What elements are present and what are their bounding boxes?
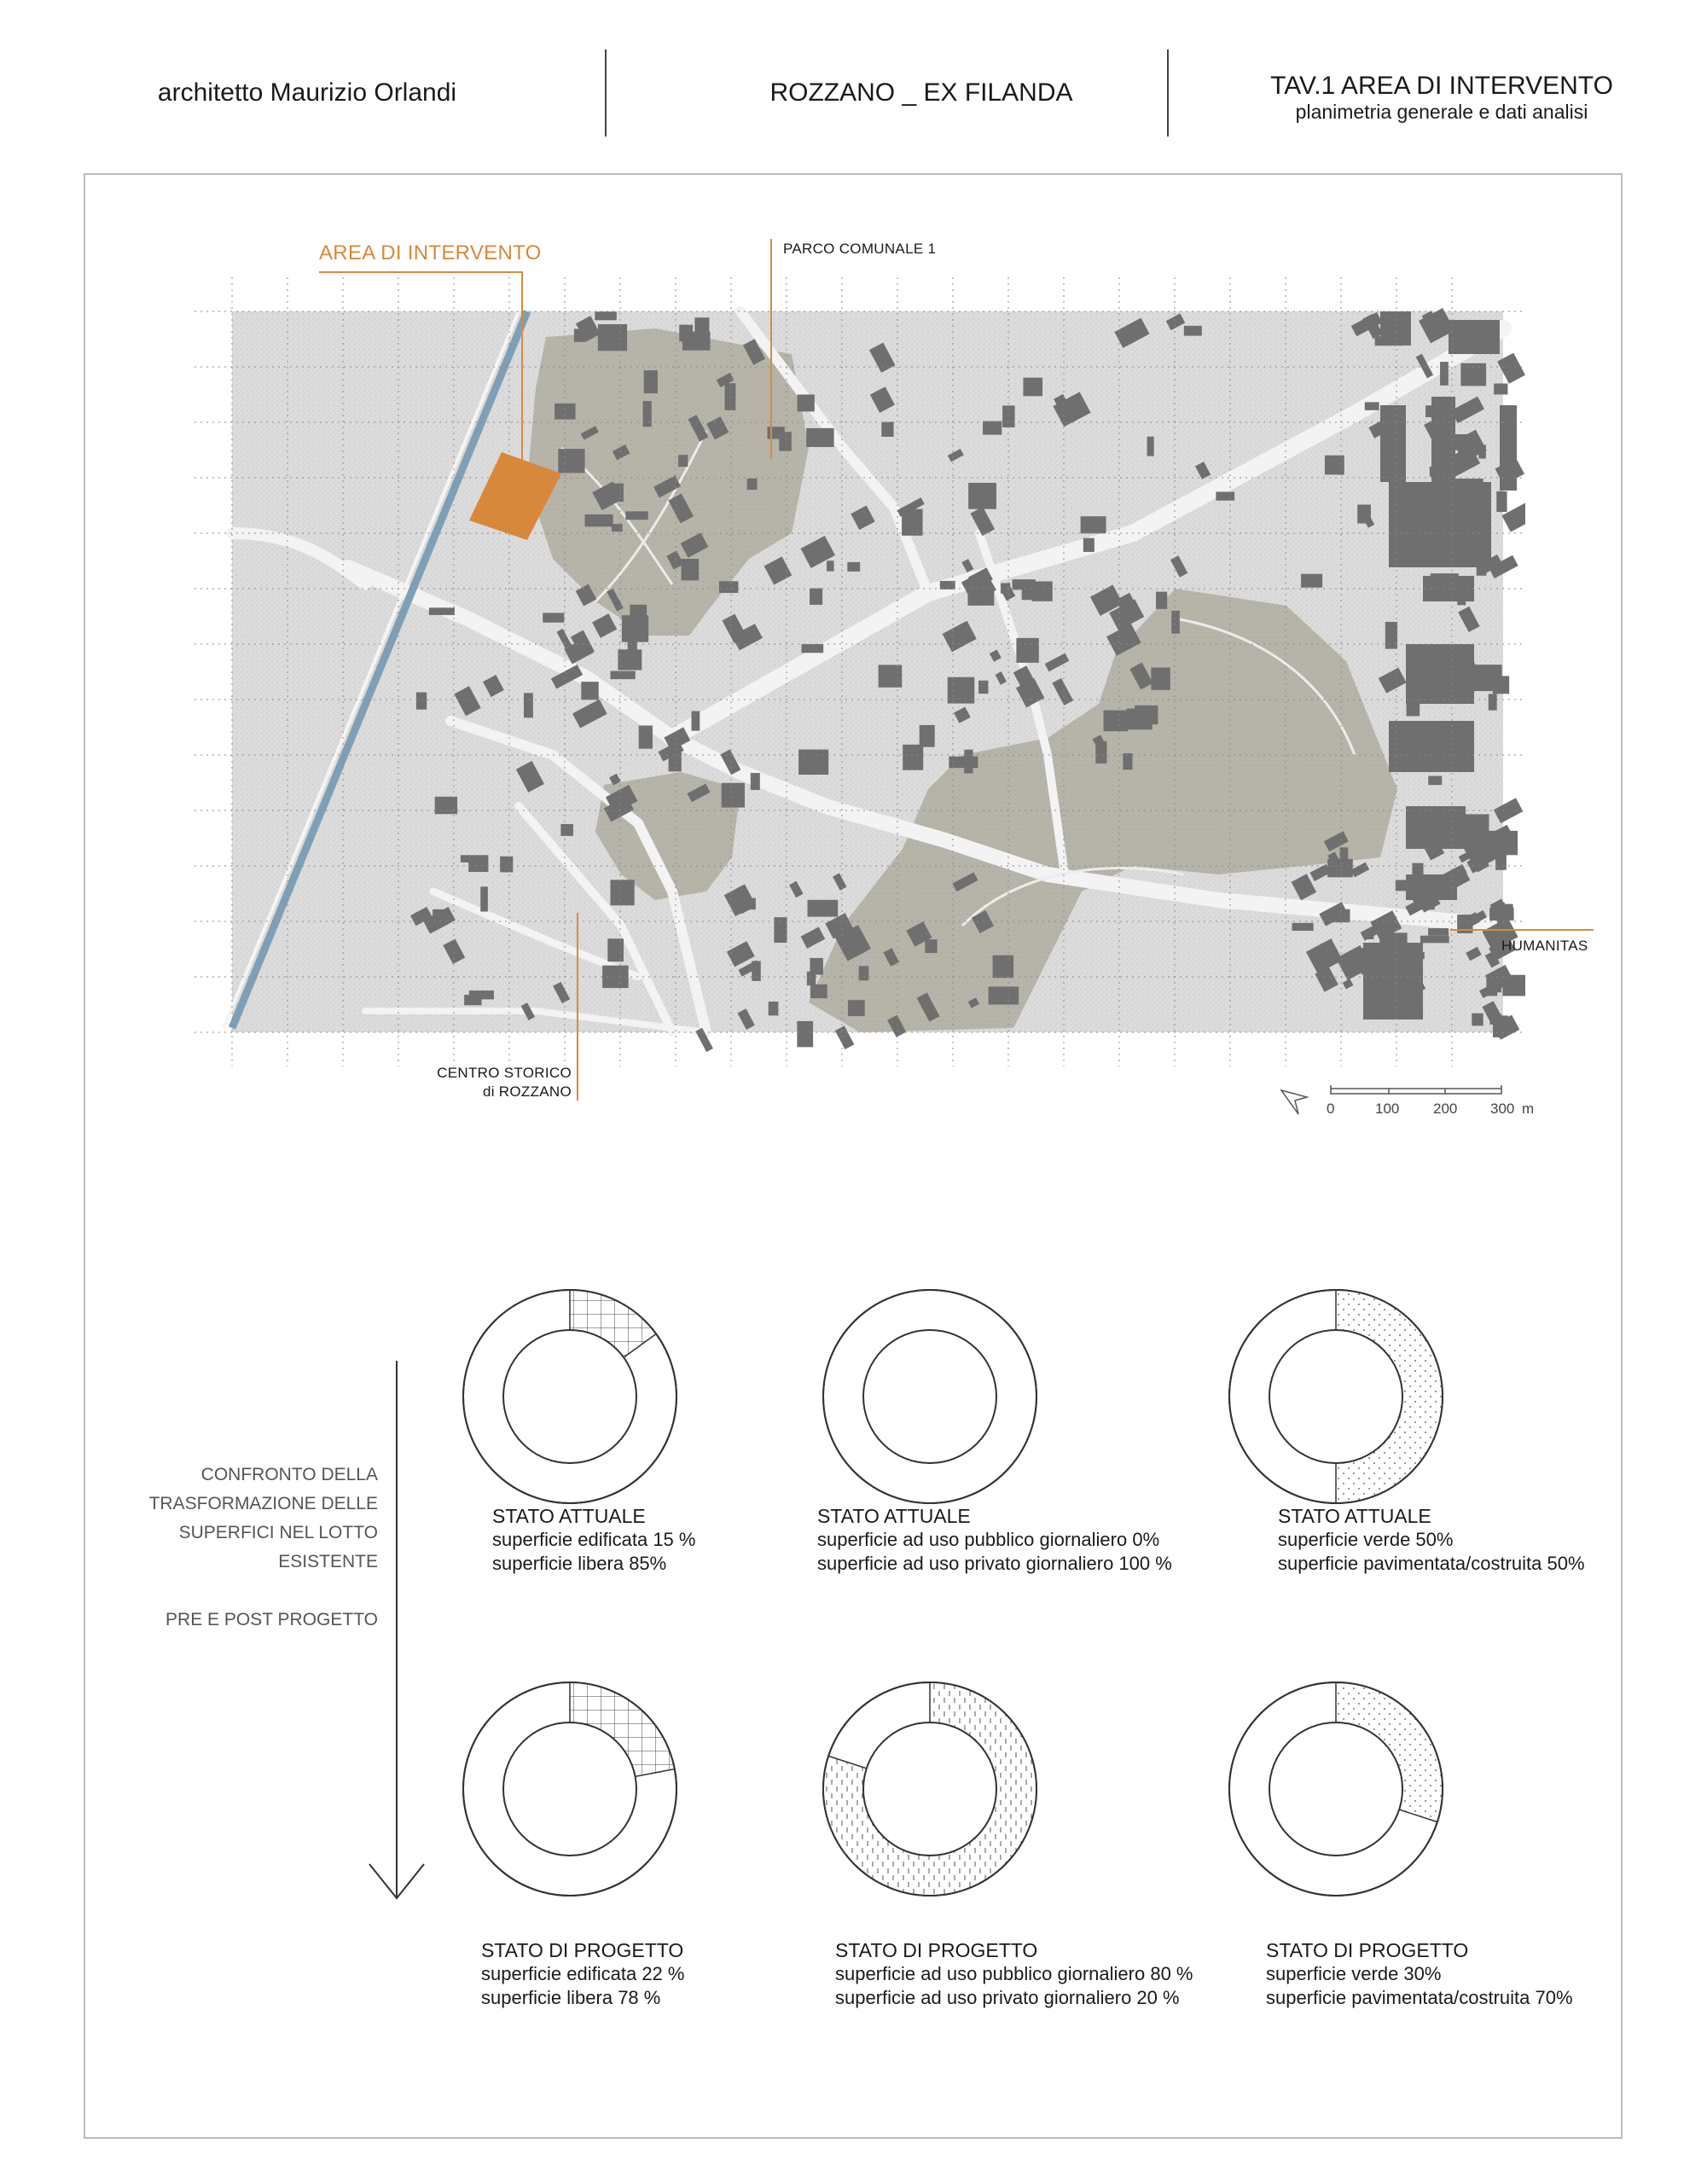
- building: [810, 589, 822, 605]
- building: [524, 693, 533, 717]
- donut-chart: [1229, 1290, 1443, 1503]
- sheet-title: TAV.1 AREA DI INTERVENTO: [1270, 72, 1613, 100]
- park-leader: [770, 239, 772, 459]
- building: [1385, 622, 1397, 649]
- building: [682, 559, 700, 580]
- building: [1103, 711, 1128, 732]
- chart-title: STATO ATTUALE: [817, 1505, 971, 1527]
- building: [722, 783, 745, 808]
- chart-title: STATO ATTUALE: [492, 1505, 646, 1527]
- north-arrow-icon: [1278, 1085, 1312, 1119]
- building: [798, 750, 828, 775]
- building: [543, 613, 564, 622]
- donut-chart: [463, 1290, 676, 1503]
- building: [1496, 491, 1507, 512]
- building: [435, 797, 457, 814]
- building: [1389, 482, 1491, 567]
- building: [1428, 928, 1449, 935]
- architect-name: architetto Maurizio Orlandi: [157, 78, 457, 107]
- humanitas-label: HUMANITAS: [1501, 938, 1588, 954]
- chart-line: superficie pavimentata/costruita 70%: [1266, 1987, 1573, 2008]
- building: [464, 995, 481, 1005]
- donut-chart: [823, 1290, 1036, 1503]
- area-leader: [319, 271, 522, 273]
- building: [1495, 847, 1507, 870]
- chart-caption: [492, 1504, 695, 1576]
- donut-chart: [823, 1682, 1036, 1896]
- building: [842, 932, 859, 942]
- building: [1147, 437, 1154, 456]
- building: [433, 909, 448, 916]
- building: [967, 585, 994, 606]
- building: [612, 524, 623, 531]
- building: [925, 939, 937, 953]
- chart-line: superficie libera 78 %: [481, 1987, 661, 2008]
- donut-hole: [1269, 1722, 1402, 1856]
- donut-hole: [863, 1330, 996, 1463]
- building: [948, 677, 975, 704]
- building: [560, 824, 573, 836]
- building: [692, 711, 700, 730]
- centro-leader: [577, 913, 578, 1101]
- building: [810, 985, 827, 998]
- building: [644, 370, 658, 393]
- building: [643, 401, 652, 427]
- building: [607, 938, 624, 961]
- building: [574, 329, 585, 342]
- building: [747, 479, 758, 490]
- donut-hole: [503, 1330, 636, 1463]
- chart-caption: [1266, 1938, 1573, 2010]
- scale-tick-200: 200: [1433, 1101, 1458, 1117]
- building: [1123, 753, 1132, 770]
- donut-chart: [1229, 1682, 1443, 1896]
- building: [595, 311, 616, 320]
- building: [1502, 975, 1525, 996]
- chart-line: superficie ad uso privato giornaliero 100 %: [817, 1553, 1172, 1574]
- building: [678, 455, 688, 467]
- building: [610, 671, 635, 680]
- building: [725, 383, 736, 410]
- building: [1449, 320, 1500, 354]
- chart-title: STATO DI PROGETTO: [1266, 1939, 1469, 1961]
- building: [1126, 709, 1152, 730]
- building: [598, 324, 627, 351]
- building: [679, 325, 693, 342]
- chart-line: superficie ad uso pubblico giornaliero 80 %: [835, 1963, 1193, 1984]
- building: [461, 855, 471, 863]
- building: [429, 607, 455, 615]
- chart-line: superficie verde 50%: [1278, 1529, 1454, 1550]
- building: [902, 509, 922, 536]
- building: [978, 681, 988, 694]
- donut-hole: [1269, 1330, 1402, 1463]
- donut-hole: [863, 1722, 996, 1856]
- building: [989, 986, 1019, 1004]
- chart-title: STATO DI PROGETTO: [481, 1939, 684, 1961]
- centro-label-line2: di ROZZANO: [482, 1083, 572, 1100]
- building: [1420, 936, 1449, 944]
- building: [848, 1000, 865, 1016]
- project-title: ROZZANO _ EX FILANDA: [769, 78, 1073, 107]
- building: [585, 514, 613, 526]
- building: [859, 966, 869, 980]
- scale-tick-300: 300: [1490, 1101, 1515, 1117]
- building: [879, 665, 903, 687]
- building: [1327, 859, 1353, 877]
- building: [1301, 574, 1322, 588]
- building: [968, 483, 996, 509]
- building: [630, 605, 647, 623]
- building: [1494, 383, 1507, 394]
- chart-title: STATO ATTUALE: [1278, 1505, 1431, 1527]
- building: [1095, 741, 1106, 764]
- building: [903, 745, 923, 770]
- building: [1428, 776, 1442, 786]
- building: [1365, 402, 1379, 410]
- building: [1489, 694, 1497, 710]
- scale-tick-0: 0: [1327, 1101, 1335, 1117]
- building: [983, 421, 1002, 435]
- building: [625, 511, 647, 520]
- chart-line: superficie edificata 15 %: [492, 1529, 696, 1550]
- building: [847, 562, 860, 572]
- building: [964, 750, 973, 774]
- sheet-header: [0, 0, 1707, 171]
- header-divider: [605, 49, 607, 136]
- building: [1156, 592, 1167, 609]
- building: [1478, 444, 1486, 458]
- chart-caption: [817, 1504, 1172, 1576]
- building: [769, 1002, 779, 1015]
- building: [416, 692, 427, 709]
- building: [1406, 874, 1457, 900]
- building: [797, 1021, 813, 1047]
- building: [1389, 721, 1474, 772]
- building: [1380, 311, 1411, 346]
- building: [881, 422, 893, 437]
- scale-tick-100: 100: [1375, 1101, 1400, 1117]
- donut-charts: [0, 1246, 1707, 1911]
- humanitas-leader: [1450, 929, 1594, 931]
- building: [920, 725, 935, 747]
- chart-line: superficie edificata 22 %: [481, 1963, 685, 1984]
- building: [558, 449, 584, 473]
- building: [1216, 491, 1234, 500]
- building: [806, 428, 833, 447]
- chart-line: superficie verde 30%: [1266, 1963, 1442, 1984]
- building: [468, 855, 488, 872]
- building: [1325, 456, 1344, 475]
- scale-bar: [1329, 1083, 1505, 1095]
- chart-caption: [1278, 1504, 1585, 1576]
- building: [1493, 676, 1509, 694]
- building: [1431, 397, 1455, 491]
- building: [1363, 943, 1423, 1019]
- area-label: AREA DI INTERVENTO: [319, 241, 542, 264]
- building: [1406, 806, 1466, 849]
- building: [751, 773, 760, 790]
- caption-line: ESISTENTE: [278, 1552, 378, 1571]
- donut-hole: [503, 1722, 636, 1856]
- building: [808, 900, 839, 917]
- sheet-subtitle: planimetria generale e dati analisi: [1295, 101, 1588, 123]
- chart-line: superficie ad uso privato giornaliero 20 %: [835, 1987, 1180, 2008]
- building: [581, 682, 598, 700]
- building: [480, 886, 488, 911]
- building: [1151, 667, 1170, 689]
- building: [1032, 581, 1053, 601]
- building: [802, 644, 824, 653]
- building: [1406, 644, 1474, 704]
- building: [1380, 405, 1406, 482]
- centro-label-line1: CENTRO STORICO: [437, 1065, 572, 1081]
- site-plan-map: [195, 277, 1525, 1066]
- building: [500, 857, 513, 873]
- building: [1023, 378, 1042, 397]
- caption-line: CONFRONTO DELLA: [200, 1465, 378, 1484]
- header-divider: [1167, 49, 1169, 136]
- building: [1440, 362, 1449, 386]
- chart-line: superficie pavimentata/costruita 50%: [1278, 1553, 1585, 1574]
- building: [610, 880, 634, 905]
- chart-caption: [835, 1938, 1193, 2010]
- building: [639, 725, 653, 748]
- building: [1493, 1014, 1501, 1037]
- building: [1016, 638, 1038, 663]
- building: [618, 649, 642, 670]
- building: [1184, 326, 1202, 336]
- caption-line: SUPERFICI NEL LOTTO: [178, 1523, 378, 1542]
- area-leader: [521, 271, 523, 468]
- park-label: PARCO COMUNALE 1: [783, 241, 937, 257]
- building: [810, 958, 822, 975]
- building: [1081, 516, 1106, 533]
- building: [554, 404, 575, 420]
- building: [798, 394, 815, 411]
- building: [1171, 611, 1180, 634]
- building: [1083, 538, 1094, 552]
- building: [993, 956, 1013, 979]
- building: [1472, 1014, 1483, 1026]
- building: [1292, 923, 1314, 931]
- building: [694, 317, 709, 332]
- building: [827, 561, 834, 571]
- chart-line: superficie ad uso pubblico giornaliero 0%: [817, 1529, 1160, 1550]
- donut-chart: [463, 1682, 676, 1896]
- building: [719, 581, 739, 593]
- scale-unit: m: [1522, 1101, 1535, 1117]
- chart-caption: [481, 1938, 684, 2010]
- chart-line: superficie libera 85%: [492, 1553, 667, 1574]
- caption-footer: PRE E POST PROGETTO: [165, 1610, 378, 1629]
- caption-line: TRASFORMAZIONE DELLE: [148, 1494, 378, 1513]
- chart-title: STATO DI PROGETTO: [835, 1939, 1038, 1961]
